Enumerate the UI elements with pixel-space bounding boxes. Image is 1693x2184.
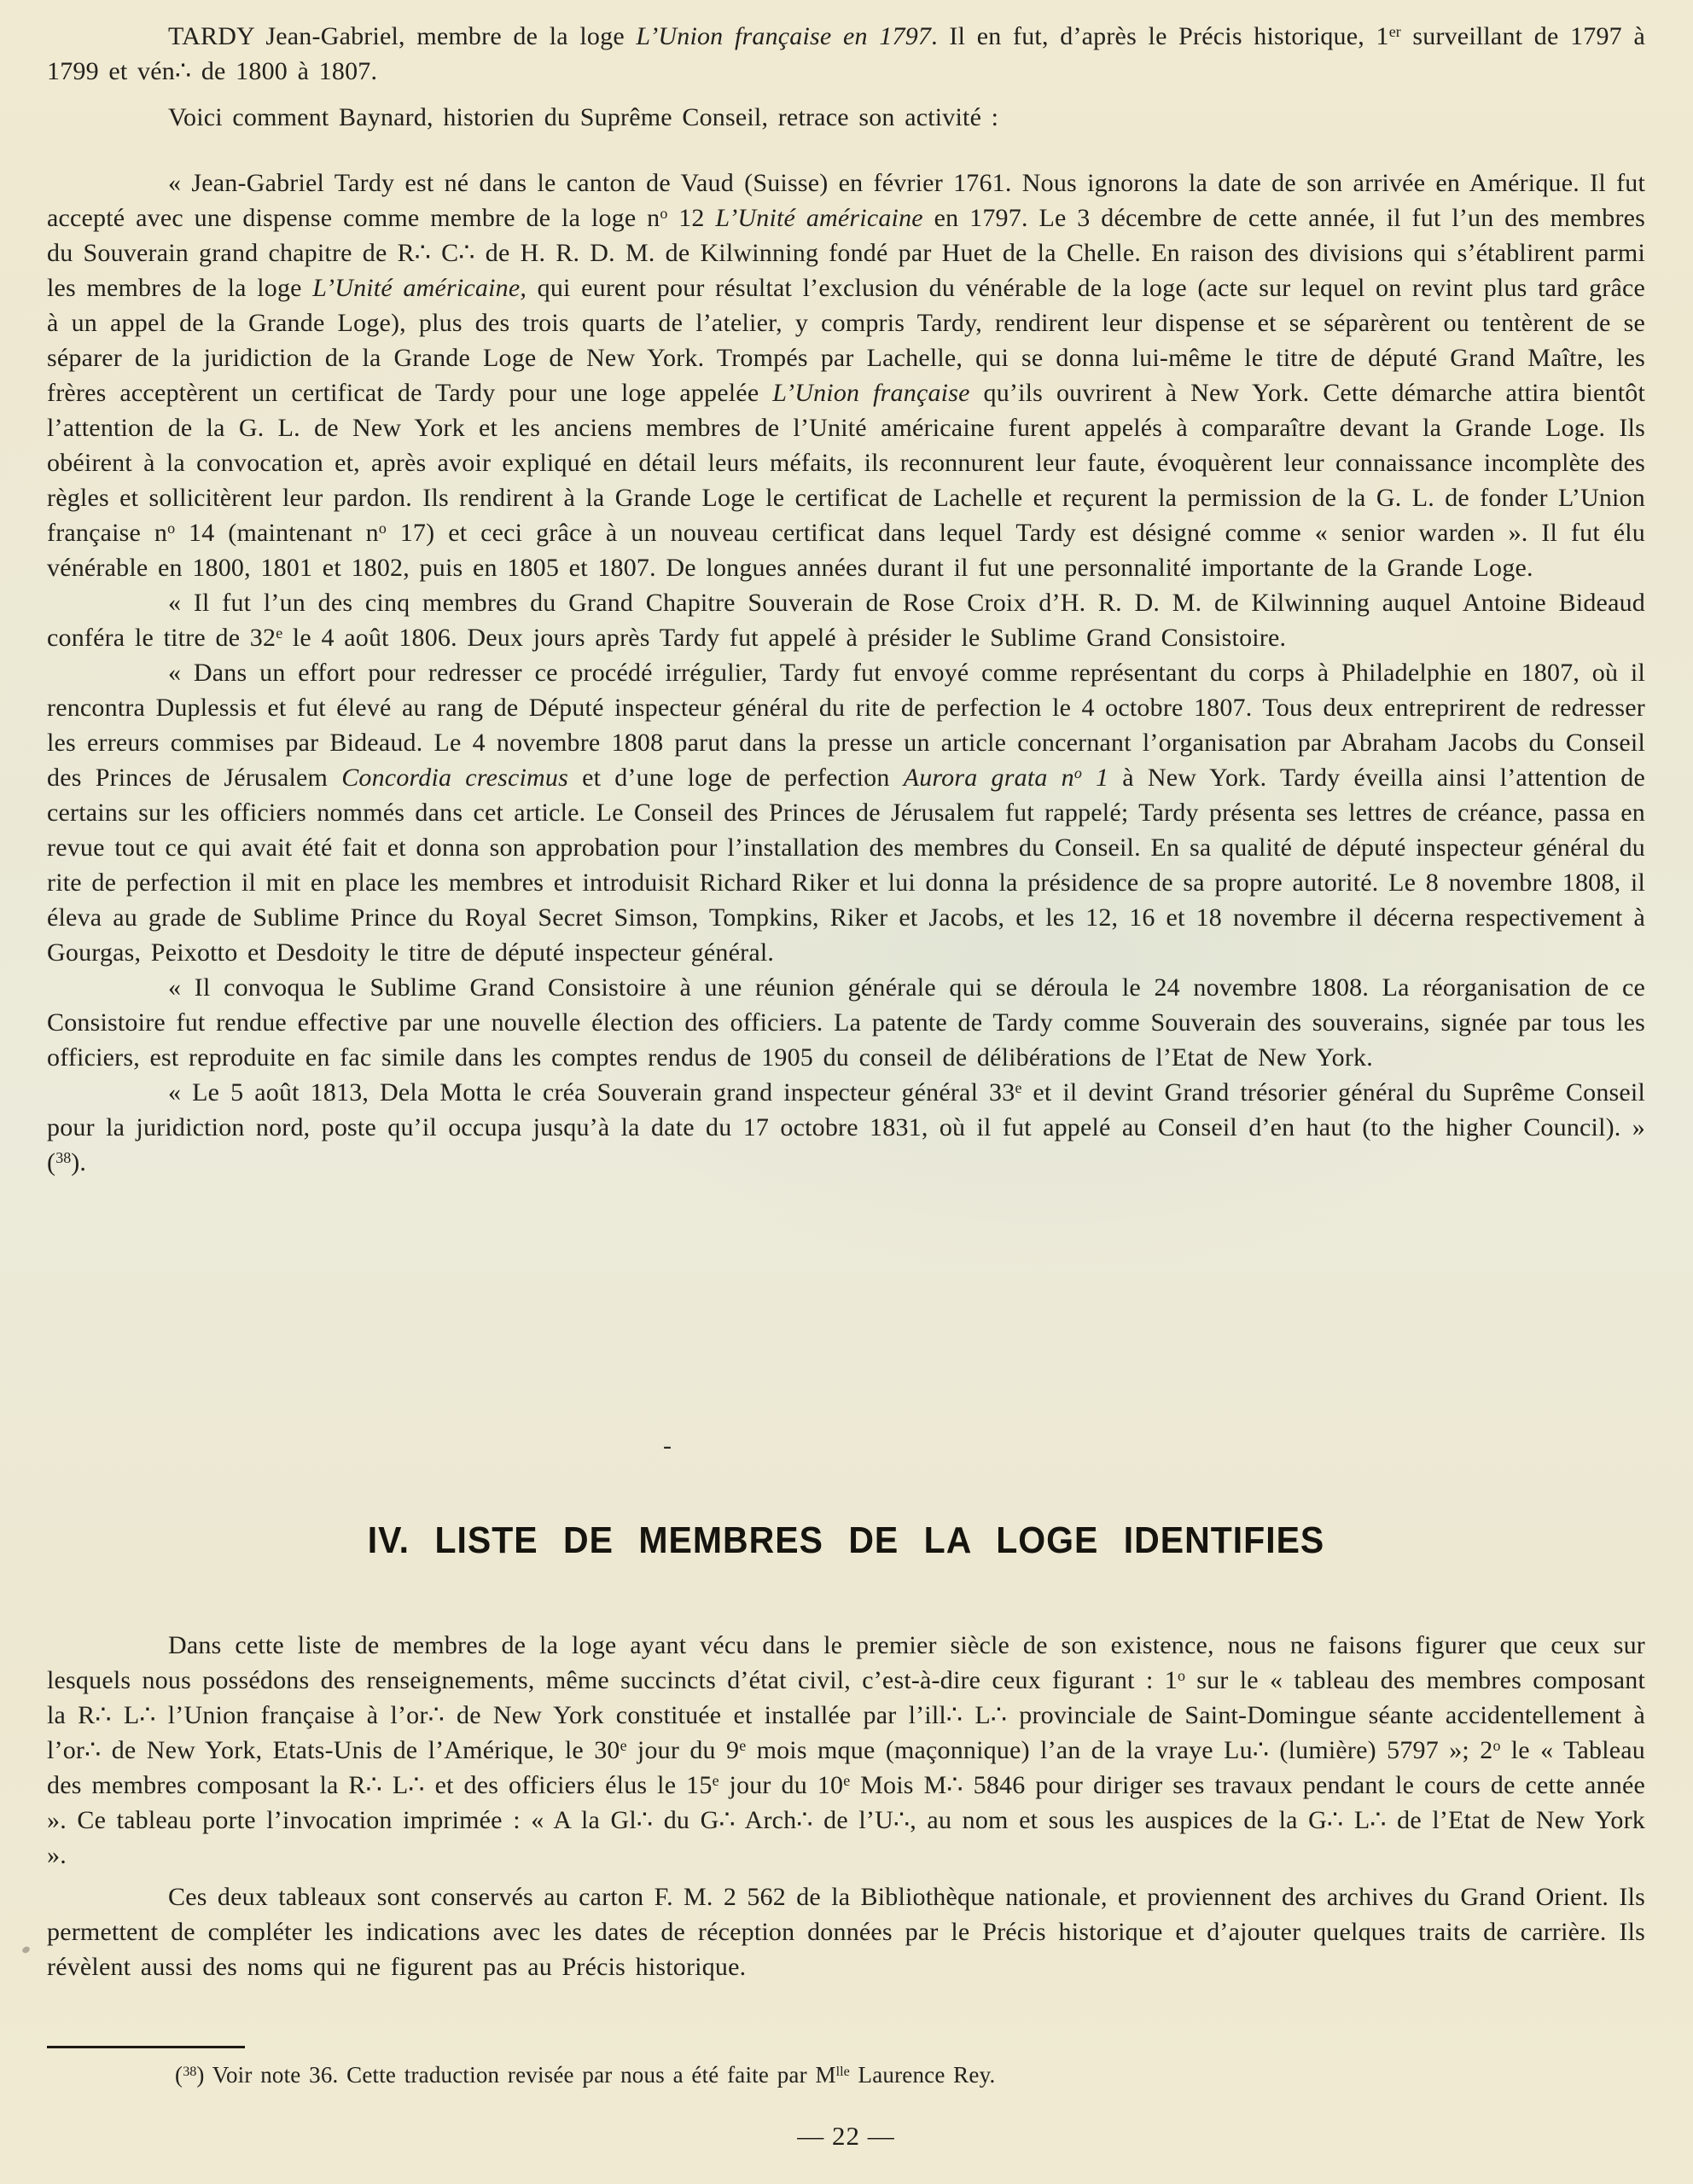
- quote-paragraph-4: « Il convoqua le Sublime Grand Consistoire à une réunion générale qui se déroula le 24 novembre 1808. La réorganisation de ce Consistoire fut rendue effective par une nouvelle élection des officiers. La patente de Tardy comme Souverain des souverains, signée par tous les officiers, est reproduite en fac simile dans les comptes rendus de 1905 du conseil de délibérations de l’Etat de New York.: [47, 973, 1645, 1072]
- baynard-quote-block: [47, 166, 1645, 1180]
- quote-paragraph-1: « Jean-Gabriel Tardy est né dans le canton de Vaud (Suisse) en février 1761. Nous ignorons la date de son arrivée en Amérique. Il fut accepté avec une dispense comme membre de la loge $n^o$ 12 L’Unité américaine en 1797. Le 3 décembre de cette année, il fut l’un des membres du Souverain grand chapitre de R∴ C∴ de H. R. D. M. de Kilwinning fondé par Huet de la Chelle. En raison des divisions qui s’établirent parmi les membres de la loge L’Unité américaine, qui eurent pour résultat l’exclusion du vénérable de la loge (acte sur lequel on revint plus tard grâce à un appel de la Grande Loge), plus des trois quarts de l’atelier, y compris Tardy, rendirent leur dispense et se séparèrent ou tentèrent de se séparer de la juridiction de la Grande Loge de New York. Trompés par Lachelle, qui se donna lui-même le titre de député Grand Maître, les frères acceptèrent un certificat de Tardy pour une loge appelée L’Union française qu’ils ouvrirent à New York. Cette démarche attira bientôt l’attention de la G. L. de New York et les anciens membres de l’Unité américaine furent appelés à comparaître devant la Grande Loge. Ils obéirent à la convocation et, après avoir expliqué en détail leurs méfaits, ils reconnurent leur faute, évoquèrent leur connaissance incomplète des règles et sollicitèrent leur pardon. Ils rendirent à la Grande Loge le certificat de Lachelle et reçurent la permission de la G. L. de fonder L’Union française $n^o$ 14 (maintenant $n^o$ 17) et ceci grâce à un nouveau certificat dans lequel Tardy est désigné comme « senior warden ». Il fut élu vénérable en 1800, 1801 et 1802, puis en 1805 et 1807. De longues années durant il fut une personnalité importante de la Grande Loge.: [47, 169, 1646, 582]
- section-paragraph-2: Ces deux tableaux sont conservés au carton F. M. 2 562 de la Bibliothèque nationale, et proviennent des archives du Grand Orient. Ils permettent de compléter les indications avec les dates de réception données par le Précis historique et d’ajouter quelques traits de carrière. Ils révèlent aussi des noms qui ne figurent pas au Précis historique.: [47, 1883, 1645, 1981]
- section-heading: IV. LISTE DE MEMBRES DE LA LOGE IDENTIFIES: [367, 1519, 1325, 1561]
- intro-paragraph-voici: Voici comment Baynard, historien du Suprême Conseil, retrace son activité :: [168, 103, 999, 131]
- margin-smudge-mark: [21, 1945, 31, 1955]
- page-number: — 22 —: [797, 2121, 895, 2151]
- quote-paragraph-5: « Le 5 août 1813, Dela Motta le créa Souverain grand inspecteur général 33e et il devint Grand trésorier général du Suprême Conseil pour la juridiction nord, poste qu’il occupa jusqu’à la date du 17 octobre 1831, où il fut appelé au Conseil d’en haut (to the higher Council). » ($^{38}$).: [47, 1078, 1645, 1176]
- section-paragraph-1: Dans cette liste de membres de la loge ayant vécu dans le premier siècle de son existence, nous ne faisons figurer que ceux sur lesquels nous possédons des renseignements, même succincts d’état civil, c’est-à-dire ceux figurant : 1$^o$ sur le « tableau des membres composant la R∴ L∴ l’Union française à l’or∴ de New York constituée et installée par l’ill∴ L∴ provinciale de Saint-Domingue séante accidentellement à l’or∴ de New York, Etats-Unis de l’Amérique, le 30e jour du 9e mois mque (maçonnique) l’an de la vraye Lu∴ (lumière) 5797 »; 2$^o$ le « Tableau des membres composant la R∴ L∴ et des officiers élus le 15e jour du 10e Mois M∴ 5846 pour diriger ses travaux pendant le cours de cette année ». Ce tableau porte l’invocation imprimée : « A la Gl∴ du G∴ Arch∴ de l’U∴, au nom et sous les auspices de la G∴ L∴ de l’Etat de New York ».: [47, 1631, 1645, 1869]
- quote-paragraph-2: « Il fut l’un des cinq membres du Grand Chapitre Souverain de Rose Croix d’H. R. D. M. de Kilwinning auquel Antoine Bideaud conféra le titre de 32e le 4 août 1806. Deux jours après Tardy fut appelé à présider le Sublime Grand Consistoire.: [47, 589, 1645, 652]
- section-paragraphs: [47, 1628, 1645, 1984]
- separator-dash: -: [663, 1432, 672, 1460]
- intro-paragraph-tardy: TARDY Jean-Gabriel, membre de la loge L’Union française en 1797. Il en fut, d’après le Précis historique, 1er surveillant de 1797 à 1799 et vén∴ de 1800 à 1807.: [47, 22, 1645, 85]
- footnote-rule: [47, 2046, 245, 2048]
- quote-paragraph-3: « Dans un effort pour redresser ce procédé irrégulier, Tardy fut envoyé comme représentant du corps à Philadelphie en 1807, où il rencontra Duplessis et fut élevé au rang de Député inspecteur général du rite de perfection le 4 octobre 1807. Tous deux entreprirent de redresser les erreurs commises par Bideaud. Le 4 novembre 1808 parut dans la presse un article concernant l’organisation par Abraham Jacobs du Conseil des Princes de Jérusalem Concordia crescimus et d’une loge de perfection Aurora grata $n^o$ 1 à New York. Tardy éveilla ainsi l’attention de certains sur les officiers nommés dans cet article. Le Conseil des Princes de Jérusalem fut rappelé; Tardy présenta ses lettres de créance, passa en revue tout ce qui avait été fait et donna son approbation pour l’installation des membres du Conseil. En sa qualité de député inspecteur général du rite de perfection il mit en place les membres et introduisit Richard Riker et lui donna la présidence de sa propre autorité. Le 8 novembre 1808, il éleva au grade de Sublime Prince du Royal Secret Simson, Tompkins, Riker et Jacobs, et les 12, 16 et 18 novembre il décerna respectivement à Gourgas, Peixotto et Desdoity le titre de député inspecteur général.: [47, 659, 1645, 967]
- section-iv: [47, 1432, 1645, 2184]
- footnote-38: ($^{38}$) Voir note 36. Cette traduction revisée par nous a été faite par $M^{lle}$ Laurence Rey.: [175, 2062, 996, 2088]
- text-block: [47, 19, 1645, 1180]
